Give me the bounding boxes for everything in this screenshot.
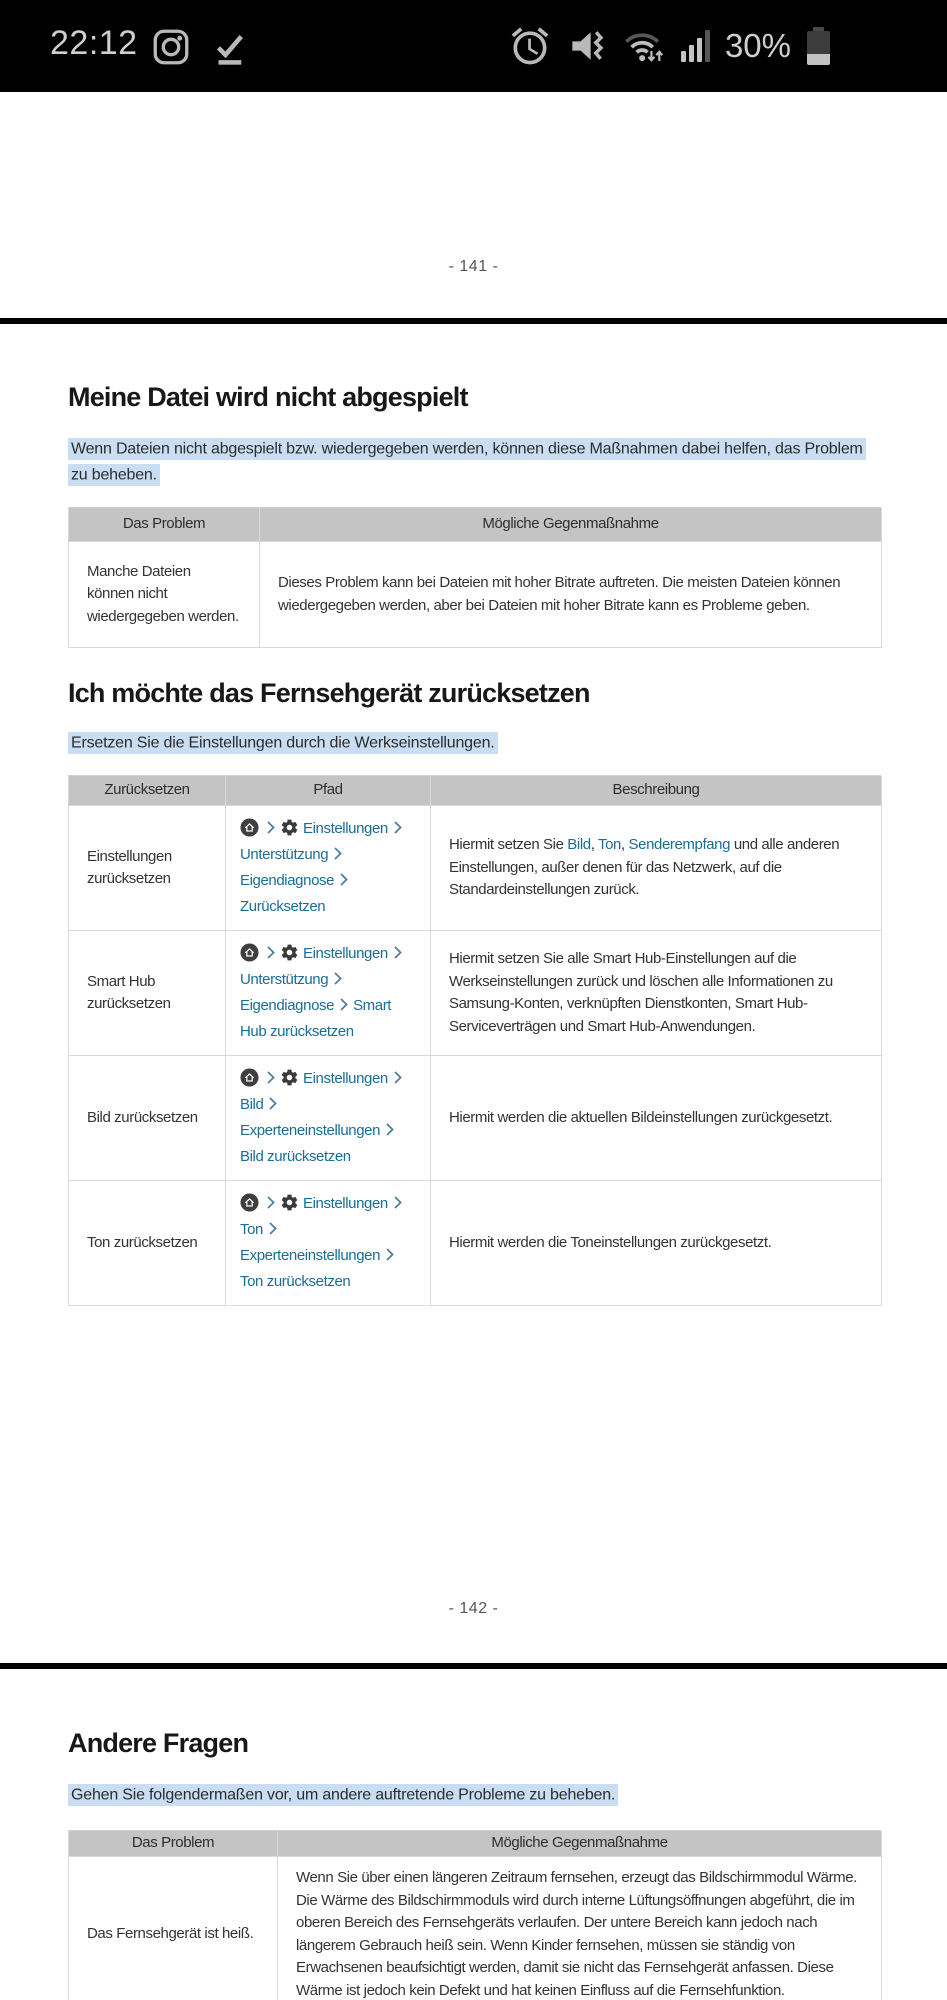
chevron-right-icon xyxy=(265,945,276,960)
problem-solution-table xyxy=(68,507,881,648)
description-cell xyxy=(431,806,882,931)
reset-name-cell: Bild zurücksetzen xyxy=(69,1056,226,1181)
text-run: Hiermit setzen Sie alle Smart Hub-Einstellungen auf die Werkseinstellungen zurück und löschen alle Informationen zu Samsung-Konten, verknüpften Dienstkonten, Smart Hub-Serviceverträgen und Smart Hub-Anwendungen. xyxy=(449,950,833,1035)
menu-link[interactable]: Einstellungen xyxy=(303,945,388,962)
chevron-right-icon xyxy=(392,945,403,960)
gear-icon xyxy=(280,818,299,837)
highlighted-text: Ersetzen Sie die Einstellungen durch die Werkseinstellungen. xyxy=(68,732,498,754)
text-run: , xyxy=(620,836,629,854)
settings-path xyxy=(240,1066,416,1170)
column-header: Pfad xyxy=(226,776,431,806)
clock: 22:12 xyxy=(50,24,138,62)
menu-link[interactable]: Unterstützung xyxy=(240,971,329,988)
description-text xyxy=(449,834,863,902)
wifi-arrows-icon xyxy=(622,26,668,66)
menu-link[interactable]: Unterstützung xyxy=(240,846,329,863)
chevron-right-icon xyxy=(267,1221,278,1236)
column-header: Zurücksetzen xyxy=(69,776,226,806)
check-underline-icon xyxy=(208,26,250,68)
column-header: Beschreibung xyxy=(431,776,882,806)
reset-name-cell: Smart Hub zurücksetzen xyxy=(69,931,226,1056)
chevron-right-icon xyxy=(265,820,276,835)
menu-link[interactable]: Bild zurücksetzen xyxy=(240,1148,351,1165)
menu-link[interactable]: Eigendiagnose xyxy=(240,997,335,1014)
column-header: Das Problem xyxy=(69,508,260,542)
chevron-right-icon xyxy=(265,1070,276,1085)
chevron-right-icon xyxy=(392,820,403,835)
menu-link[interactable]: Eigendiagnose xyxy=(240,872,335,889)
reset-name-cell: Einstellungen zurücksetzen xyxy=(69,806,226,931)
status-indicators xyxy=(508,0,830,92)
gear-icon xyxy=(280,943,299,962)
highlighted-text: Gehen Sie folgendermaßen vor, um andere auftretende Probleme zu beheben. xyxy=(68,1784,618,1806)
settings-path-cell xyxy=(226,806,431,931)
alarm-icon xyxy=(508,24,552,68)
description-cell xyxy=(431,931,882,1056)
menu-link[interactable]: Einstellungen xyxy=(303,1070,388,1087)
solution-cell: Wenn Sie über einen längeren Zeitraum fernsehen, erzeugt das Bildschirmmodul Wärme. Die Wärme des Bildschirmmoduls wird durch interne Lüftungsöffnungen abgeführt, die im oberen Bereich des Fernsehgeräts verlaufen. Der untere Bereich kann jedoch nach längerem Gebrauch heiß sein. Wenn Kinder fernsehen, müssen sie ständig von Erwachsenen beaufsichtigt werden, damit sie nicht das Fernsehgerät anfassen. Diese Wärme ist jedoch kein Defekt und hat keinen Einfluss auf die Fernsehfunktion. xyxy=(278,1857,882,2000)
menu-link[interactable]: Einstellungen xyxy=(303,1195,388,1212)
settings-path xyxy=(240,941,416,1045)
menu-link[interactable]: Experteneinstellungen xyxy=(240,1122,381,1139)
description-cell xyxy=(431,1181,882,1306)
section-title-other-questions: Andere Fragen xyxy=(68,1728,249,1758)
description-cell xyxy=(431,1056,882,1181)
description-text xyxy=(449,1107,832,1130)
gear-icon xyxy=(280,1068,299,1087)
menu-link[interactable]: Bild xyxy=(240,1096,264,1113)
section-title-file-not-playing: Meine Datei wird nicht abgespielt xyxy=(68,382,468,412)
problem-cell: Das Fernsehgerät ist heiß. xyxy=(69,1857,278,2000)
home-icon xyxy=(240,1193,259,1212)
menu-link[interactable]: Ton zurücksetzen xyxy=(240,1273,351,1290)
instagram-icon xyxy=(150,26,192,68)
section-intro xyxy=(68,1782,868,1808)
column-header: Mögliche Gegenmaßnahme xyxy=(278,1831,882,1857)
menu-link[interactable]: Bild xyxy=(567,836,591,854)
solution-cell: Dieses Problem kann bei Dateien mit hoher Bitrate auftreten. Die meisten Dateien können wiedergegeben werden, aber bei Dateien mit hoher Bitrate kann es Probleme geben. xyxy=(260,542,882,648)
chevron-right-icon xyxy=(338,997,349,1012)
home-icon xyxy=(240,1068,259,1087)
menu-link[interactable]: Ton xyxy=(597,836,621,854)
text-run: Hiermit setzen Sie xyxy=(449,836,568,854)
status-bar xyxy=(0,0,947,92)
column-header: Mögliche Gegenmaßnahme xyxy=(260,508,882,542)
page-break-divider xyxy=(0,318,947,324)
page-break-divider xyxy=(0,1663,947,1669)
menu-link[interactable]: Einstellungen xyxy=(303,820,388,837)
gear-icon xyxy=(280,1193,299,1212)
section-intro xyxy=(68,436,868,488)
page-number-142: - 142 - xyxy=(448,1600,499,1617)
reset-name-cell: Ton zurücksetzen xyxy=(69,1181,226,1306)
reset-paths-table xyxy=(68,775,881,1306)
chevron-right-icon xyxy=(384,1247,395,1262)
description-text xyxy=(449,948,863,1038)
pdf-document-view[interactable] xyxy=(0,92,947,2000)
menu-link[interactable]: Smart Hub zurücksetzen xyxy=(240,997,392,1040)
settings-path-cell xyxy=(226,1056,431,1181)
chevron-right-icon xyxy=(384,1122,395,1137)
battery-icon xyxy=(807,27,830,65)
menu-link[interactable]: Ton xyxy=(240,1221,263,1238)
menu-link[interactable]: Zurücksetzen xyxy=(240,898,326,915)
battery-percent: 30% xyxy=(724,27,791,64)
text-run: und alle anderen Einstellungen, außer denen für das Netzwerk, auf die Standardeinstellungen zurück. xyxy=(449,836,840,899)
menu-link[interactable]: Experteneinstellungen xyxy=(240,1247,381,1264)
signal-strength-icon xyxy=(681,30,710,62)
chevron-right-icon xyxy=(338,872,349,887)
column-header: Das Problem xyxy=(69,1831,278,1857)
text-run: Hiermit werden die Toneinstellungen zurückgesetzt. xyxy=(449,1233,772,1251)
section-title-reset-tv: Ich möchte das Fernsehgerät zurücksetzen xyxy=(68,678,590,708)
settings-path xyxy=(240,1191,416,1295)
chevron-right-icon xyxy=(267,1096,278,1111)
page-number-141: - 141 - xyxy=(448,258,499,275)
description-text xyxy=(449,1232,771,1255)
chevron-right-icon xyxy=(392,1070,403,1085)
settings-path-cell xyxy=(226,1181,431,1306)
chevron-right-icon xyxy=(332,971,343,986)
problem-cell: Manche Dateien können nicht wiedergegeben werden. xyxy=(69,542,260,648)
settings-path-cell xyxy=(226,931,431,1056)
chevron-right-icon xyxy=(332,846,343,861)
menu-link[interactable]: Senderempfang xyxy=(628,836,731,854)
text-run: Hiermit werden die aktuellen Bildeinstellungen zurückgesetzt. xyxy=(449,1108,833,1126)
highlighted-text: Wenn Dateien nicht abgespielt bzw. wiedergegeben werden, können diese Maßnahmen dabei helfen, das Problem zu beheben. xyxy=(68,438,866,486)
chevron-right-icon xyxy=(265,1195,276,1210)
section-intro xyxy=(68,730,868,756)
problem-solution-table xyxy=(68,1830,881,2000)
mute-vibrate-icon xyxy=(565,24,609,68)
settings-path xyxy=(240,816,416,920)
chevron-right-icon xyxy=(392,1195,403,1210)
home-icon xyxy=(240,943,259,962)
home-icon xyxy=(240,818,259,837)
text-run: , xyxy=(590,836,598,854)
